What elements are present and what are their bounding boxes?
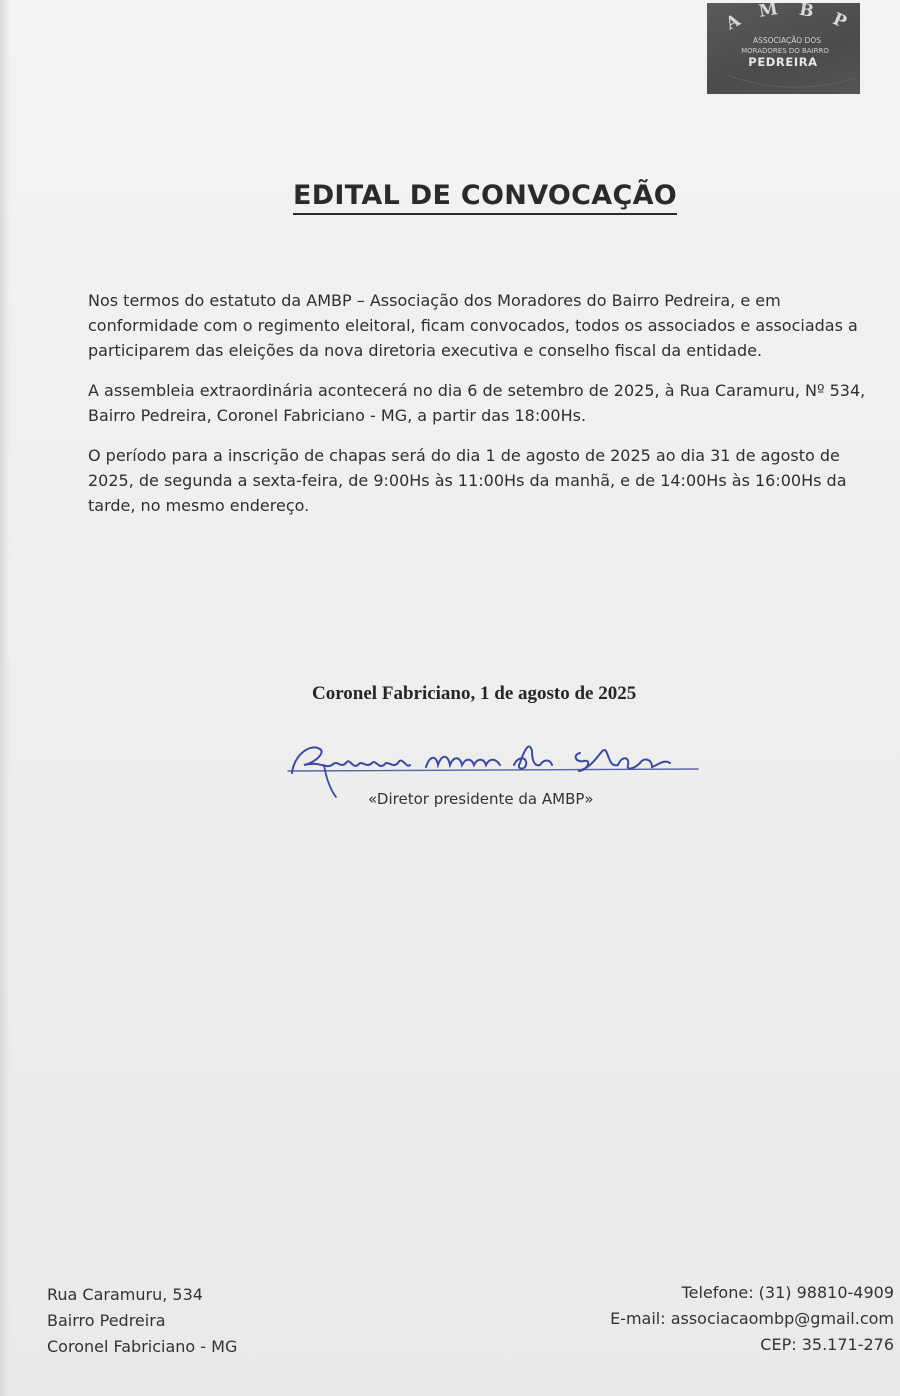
signature-caption: «Diretor presidente da AMBP» [368,790,594,808]
handwritten-signature [280,725,700,800]
address-city: Coronel Fabriciano - MG [47,1337,238,1356]
footer-address [47,1282,237,1360]
footer-contact [610,1280,894,1358]
logo-graphic [707,3,860,94]
paragraph-2: A assembleia extraordinária acontecerá no dia 6 de setembro de 2025, à Rua Caramuru, Nº 534, Bairro Pedreira, Coronel Fabriciano - MG, a partir das 18:00Hs. [88,381,866,425]
contact-phone: Telefone: (31) 98810-4909 [681,1283,894,1302]
address-neighborhood: Bairro Pedreira [47,1311,166,1330]
document-title [0,180,900,211]
logo-line1: ASSOCIAÇÃO DOS [753,36,821,45]
logo-name: PEDREIRA [748,55,818,69]
logo-line2: MORADORES DO BAIRRO [741,47,829,55]
contact-cep: CEP: 35.171-276 [760,1335,894,1354]
document-title-text: EDITAL DE CONVOCAÇÃO [293,180,677,215]
svg-text:A M B [722,3,850,35]
logo-letter-p: P [829,9,850,33]
contact-email: E-mail: associacaombp@gmail.com [610,1309,894,1328]
ambp-logo [707,3,860,94]
logo-letter-b: B [797,3,816,22]
paragraph-1: Nos termos do estatuto da AMBP – Associação dos Moradores do Bairro Pedreira, e em conformidade com o regimento eleitoral, ficam convocados, todos os associados e associadas a participarem das eleições da nova diretoria executiva e conselho fiscal da entidade. [88,291,858,360]
place-date: Coronel Fabriciano, 1 de agosto de 2025 [312,683,637,704]
logo-letter-m: M [757,3,780,22]
address-street: Rua Caramuru, 534 [47,1285,203,1304]
paragraph-3: O período para a inscrição de chapas será do dia 1 de agosto de 2025 ao dia 31 de agosto de 2025, de segunda a sexta-feira, de 9:00Hs às 11:00Hs da manhã, e de 14:00Hs às 16:00Hs da tarde, no mesmo endereço. [88,446,847,515]
document-body [88,288,878,533]
logo-letter-a: A [722,10,744,35]
